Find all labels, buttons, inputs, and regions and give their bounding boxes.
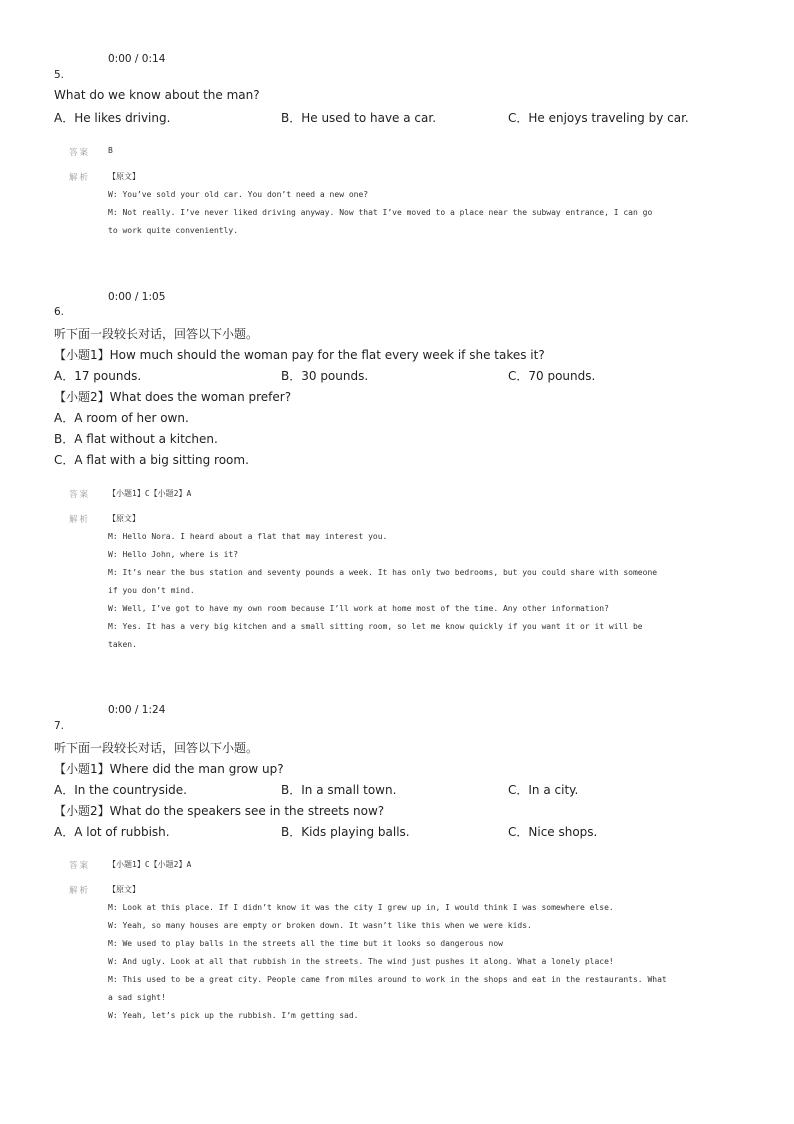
sub-question-1-stem: 【小题1】Where did the man grow up?: [54, 762, 284, 776]
question-intro: 听下面一段较长对话，回答以下小题。: [54, 327, 259, 341]
audio-player-time[interactable]: 0:00 / 0:14: [108, 53, 166, 65]
answer-value: 【小题1】C【小题2】A: [108, 860, 192, 869]
sub-question-1-option-a[interactable]: A．17 pounds.: [54, 369, 142, 383]
sub-question-2-option-b[interactable]: B．Kids playing balls.: [281, 825, 410, 839]
option-a[interactable]: A．He likes driving.: [54, 111, 171, 125]
sub-question-2-option-b[interactable]: B．A flat without a kitchen.: [54, 432, 218, 446]
sub-question-1-stem: 【小题1】How much should the woman pay for the flat every week if she takes it?: [54, 348, 545, 362]
question-number: 5.: [54, 69, 65, 81]
transcript-line: W: Yeah, let’s pick up the rubbish. I’m getting sad.: [108, 1011, 359, 1020]
analysis-tag: 解析: [69, 515, 91, 525]
transcript-line: M: We used to play balls in the streets all the time but it looks so dangerous now: [108, 939, 503, 948]
option-c[interactable]: C．He enjoys traveling by car.: [508, 111, 689, 125]
source-label: 【原文】: [108, 514, 140, 523]
transcript-line: M: It’s near the bus station and seventy pounds a week. It has only two bedrooms, but you could share with someone: [108, 568, 658, 577]
sub-question-2-stem: 【小题2】What does the woman prefer?: [54, 390, 292, 404]
transcript-line: W: And ugly. Look at all that rubbish in the streets. The wind just pushes it along. What a lonely place!: [108, 957, 614, 966]
transcript-line: taken.: [108, 640, 137, 649]
transcript-line: a sad sight!: [108, 993, 166, 1002]
transcript-line: to work quite conveniently.: [108, 226, 239, 235]
audio-player-time[interactable]: 0:00 / 1:24: [108, 704, 166, 716]
transcript-line: W: Well, I’ve got to have my own room because I’ll work at home most of the time. Any other information?: [108, 604, 609, 613]
source-label: 【原文】: [108, 172, 140, 181]
answer-value: 【小题1】C【小题2】A: [108, 489, 192, 498]
question-intro: 听下面一段较长对话，回答以下小题。: [54, 741, 259, 755]
sub-question-2-option-a[interactable]: A．A lot of rubbish.: [54, 825, 170, 839]
answer-tag: 答案: [69, 490, 91, 500]
sub-question-1-option-a[interactable]: A．In the countryside.: [54, 783, 187, 797]
analysis-tag: 解析: [69, 173, 91, 183]
transcript-line: M: Yes. It has a very big kitchen and a small sitting room, so let me know quickly if you want it or it will be: [108, 622, 643, 631]
sub-question-2-option-c[interactable]: C．Nice shops.: [508, 825, 598, 839]
sub-question-1-option-b[interactable]: B．In a small town.: [281, 783, 397, 797]
question-stem: What do we know about the man?: [54, 88, 260, 102]
answer-tag: 答案: [69, 148, 91, 158]
transcript-line: M: Not really. I’ve never liked driving anyway. Now that I’ve moved to a place near the subway entrance, I can go: [108, 208, 653, 217]
analysis-tag: 解析: [69, 886, 91, 896]
option-b[interactable]: B．He used to have a car.: [281, 111, 437, 125]
transcript-line: W: Hello John, where is it?: [108, 550, 239, 559]
audio-player-time[interactable]: 0:00 / 1:05: [108, 291, 166, 303]
question-number: 6.: [54, 306, 65, 318]
transcript-line: W: You’ve sold your old car. You don’t need a new one?: [108, 190, 369, 199]
sub-question-2-stem: 【小题2】What do the speakers see in the streets now?: [54, 804, 385, 818]
sub-question-1-option-b[interactable]: B．30 pounds.: [281, 369, 369, 383]
sub-question-1-option-c[interactable]: C．70 pounds.: [508, 369, 596, 383]
sub-question-2-option-c[interactable]: C．A flat with a big sitting room.: [54, 453, 249, 467]
answer-value: B: [108, 146, 113, 155]
transcript-line: M: This used to be a great city. People came from miles around to work in the shops and eat in the restaurants. What: [108, 975, 667, 984]
transcript-line: W: Yeah, so many houses are empty or broken down. It wasn’t like this when we were kids.: [108, 921, 532, 930]
question-number: 7.: [54, 720, 65, 732]
source-label: 【原文】: [108, 885, 140, 894]
sub-question-2-option-a[interactable]: A．A room of her own.: [54, 411, 189, 425]
transcript-line: M: Look at this place. If I didn’t know it was the city I grew up in, I would think I was somewhere else.: [108, 903, 614, 912]
transcript-line: if you don’t mind.: [108, 586, 195, 595]
sub-question-1-option-c[interactable]: C．In a city.: [508, 783, 579, 797]
answer-tag: 答案: [69, 861, 91, 871]
transcript-line: M: Hello Nora. I heard about a flat that may interest you.: [108, 532, 388, 541]
